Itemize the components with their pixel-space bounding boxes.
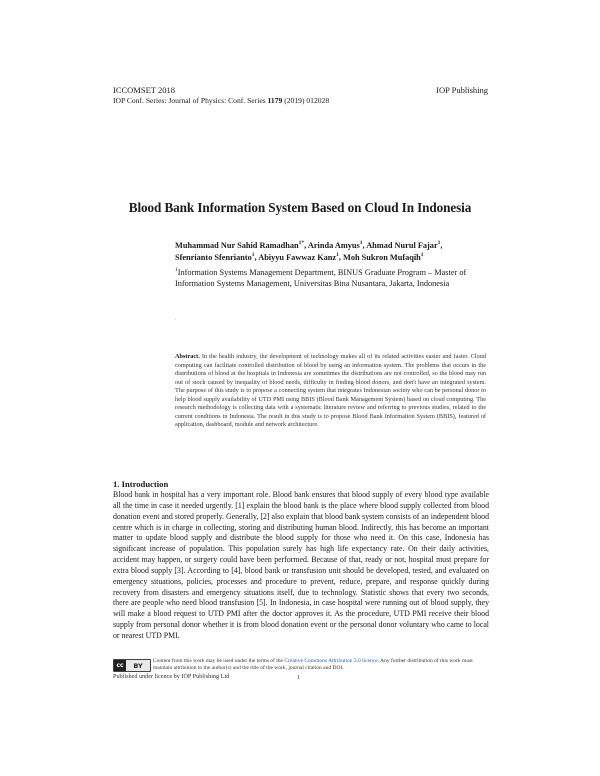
license-link[interactable]: Creative Commons Attribution 3.0 licence: [284, 658, 378, 664]
published-by: Published under licence by IOP Publishing Ltd: [113, 673, 230, 680]
series-volume: 1179: [267, 96, 283, 105]
abstract-text: In the health industry, the development of technology makes all of its related activities easier and faster. Cloud computing can facilitate controlled distribution of blood by using an information system. The problems that occurs in the distributions of blood at the hospitals in Indonesia are sometimes the distributions are not controlled, so the blood may run out of stock caused by inequality of blood needs, difficulty in finding blood donors, and don't have an integrated system. The purpose of this study is to propose a connecting system that integrates Indonesian society who can be personal donor to help blood supply availability of UTD PMI using BBIS (Blood Bank Management System) based on cloud computing. The research methodology is collecting data with a systematic literature review and referring to previous studies, related to the current conditions in Indonesia. The result in this study is to propose Blood Bank Information System (BBIS), featured of application, dashboard, module and network architecture.: [175, 353, 486, 429]
author-line-1: Muhammad Nur Sahid Ramadhan$^{1*}$, Arinda Amyus$^1$, Ahmad Nurul Fajar$^1$,: [175, 240, 443, 250]
section-heading: 1. Introduction: [113, 479, 169, 489]
series-citation: [113, 96, 329, 105]
cc-logo-icon: cc: [114, 660, 126, 671]
license-text: [153, 658, 493, 672]
author-line-2: Sfenrianto Sfenrianto$^1$, Abiyyu Fawwaz Kanz$^1$, Moh Sukron Mufaqih$^1$: [175, 252, 424, 262]
author-name: Ahmad Nurul Fajar: [366, 241, 438, 250]
author-sup: 1: [437, 240, 441, 247]
separator-dot: .: [175, 316, 177, 322]
page-number: 1: [297, 674, 301, 681]
author-sup: 1*: [298, 240, 305, 247]
license-pre: Content from this work may be used under the terms of the: [153, 658, 285, 664]
section-body: Blood bank in hospital has a very important role. Blood bank ensures that blood supply of every blood type available all the time in case it needed urgently. [1] explain the blood bank is the place where blood supply collected from blood donation event and stored properly. Generally, [2] also explain that blood bank system consists of an independent blood centre which is in charge in collecting, storing and distributing human blood. Indirectly, this has become an important matter to update blood supply and distribute the blood supply for those who need it. On this case, Indonesia has significant increase of population. This population surely has high life expectancy rate. On their daily activities, accident may happen, or surgery could have been performed. Because of that, ready or not, hospital must prepare for extra blood supply [3]. According to [4], blood bank or transfusion unit should be developed, tested, and evaluated on emergency situations, policies, processes and procedure to prevent, reduce, prepare, and response quickly during recovery from disasters and emergency situations itself, due to technology. Statistic shows that every two seconds, there are people who need blood transfusion [5]. In Indonesia, in case hospital were running out of blood supply, they will make a blood request to UTD PMI after the doctor approves it. As the procedure, UTD PMI receive their blood supply from personal donor whether it is from blood donation event or the personal donor voluntary who came to local or nearest UTD PMI.: [113, 490, 489, 640]
paper-title: Blood Bank Information System Based on Cloud In Indonesia: [128, 200, 472, 215]
abstract: [175, 353, 486, 430]
series-prefix: IOP Conf. Series: Journal of Physics: Conf. Series: [113, 96, 268, 105]
abstract-label: Abstract.: [175, 353, 200, 360]
series-suffix: (2019) 012028: [282, 96, 330, 105]
creative-commons-badge[interactable]: [113, 659, 151, 672]
cc-by-icon: BY: [133, 661, 143, 670]
author-name: Arinda Amyus: [307, 241, 360, 250]
author-sup: 1: [336, 252, 339, 259]
author-name: Muhammad Nur Sahid Ramadhan: [175, 241, 299, 250]
author-name: Moh Sukron Mufaqih: [343, 253, 421, 262]
publisher-name: IOP Publishing: [436, 85, 488, 95]
affiliation-sup: 1: [175, 267, 178, 274]
affiliation: [175, 267, 505, 289]
author-list: [175, 240, 505, 264]
author-name: Sfenrianto Sfenrianto: [175, 253, 252, 262]
author-sup: 1: [251, 252, 255, 259]
author-sup: 1: [359, 240, 363, 247]
author-name: Abiyyu Fawwaz Kanz: [258, 253, 337, 262]
affiliation-text: Information Systems Management Department, BINUS Graduate Program – Master of Information Systems Management, Universitas Bina Nusantara, Jakarta, Indonesia: [175, 268, 467, 288]
author-sup: 1: [420, 252, 424, 259]
license-post: . Any further distribution of this work must maintain attribution to the author(s) and the title of the work, journal citation and DOI.: [153, 658, 473, 671]
conference-name: ICCOMSET 2018: [113, 85, 175, 95]
